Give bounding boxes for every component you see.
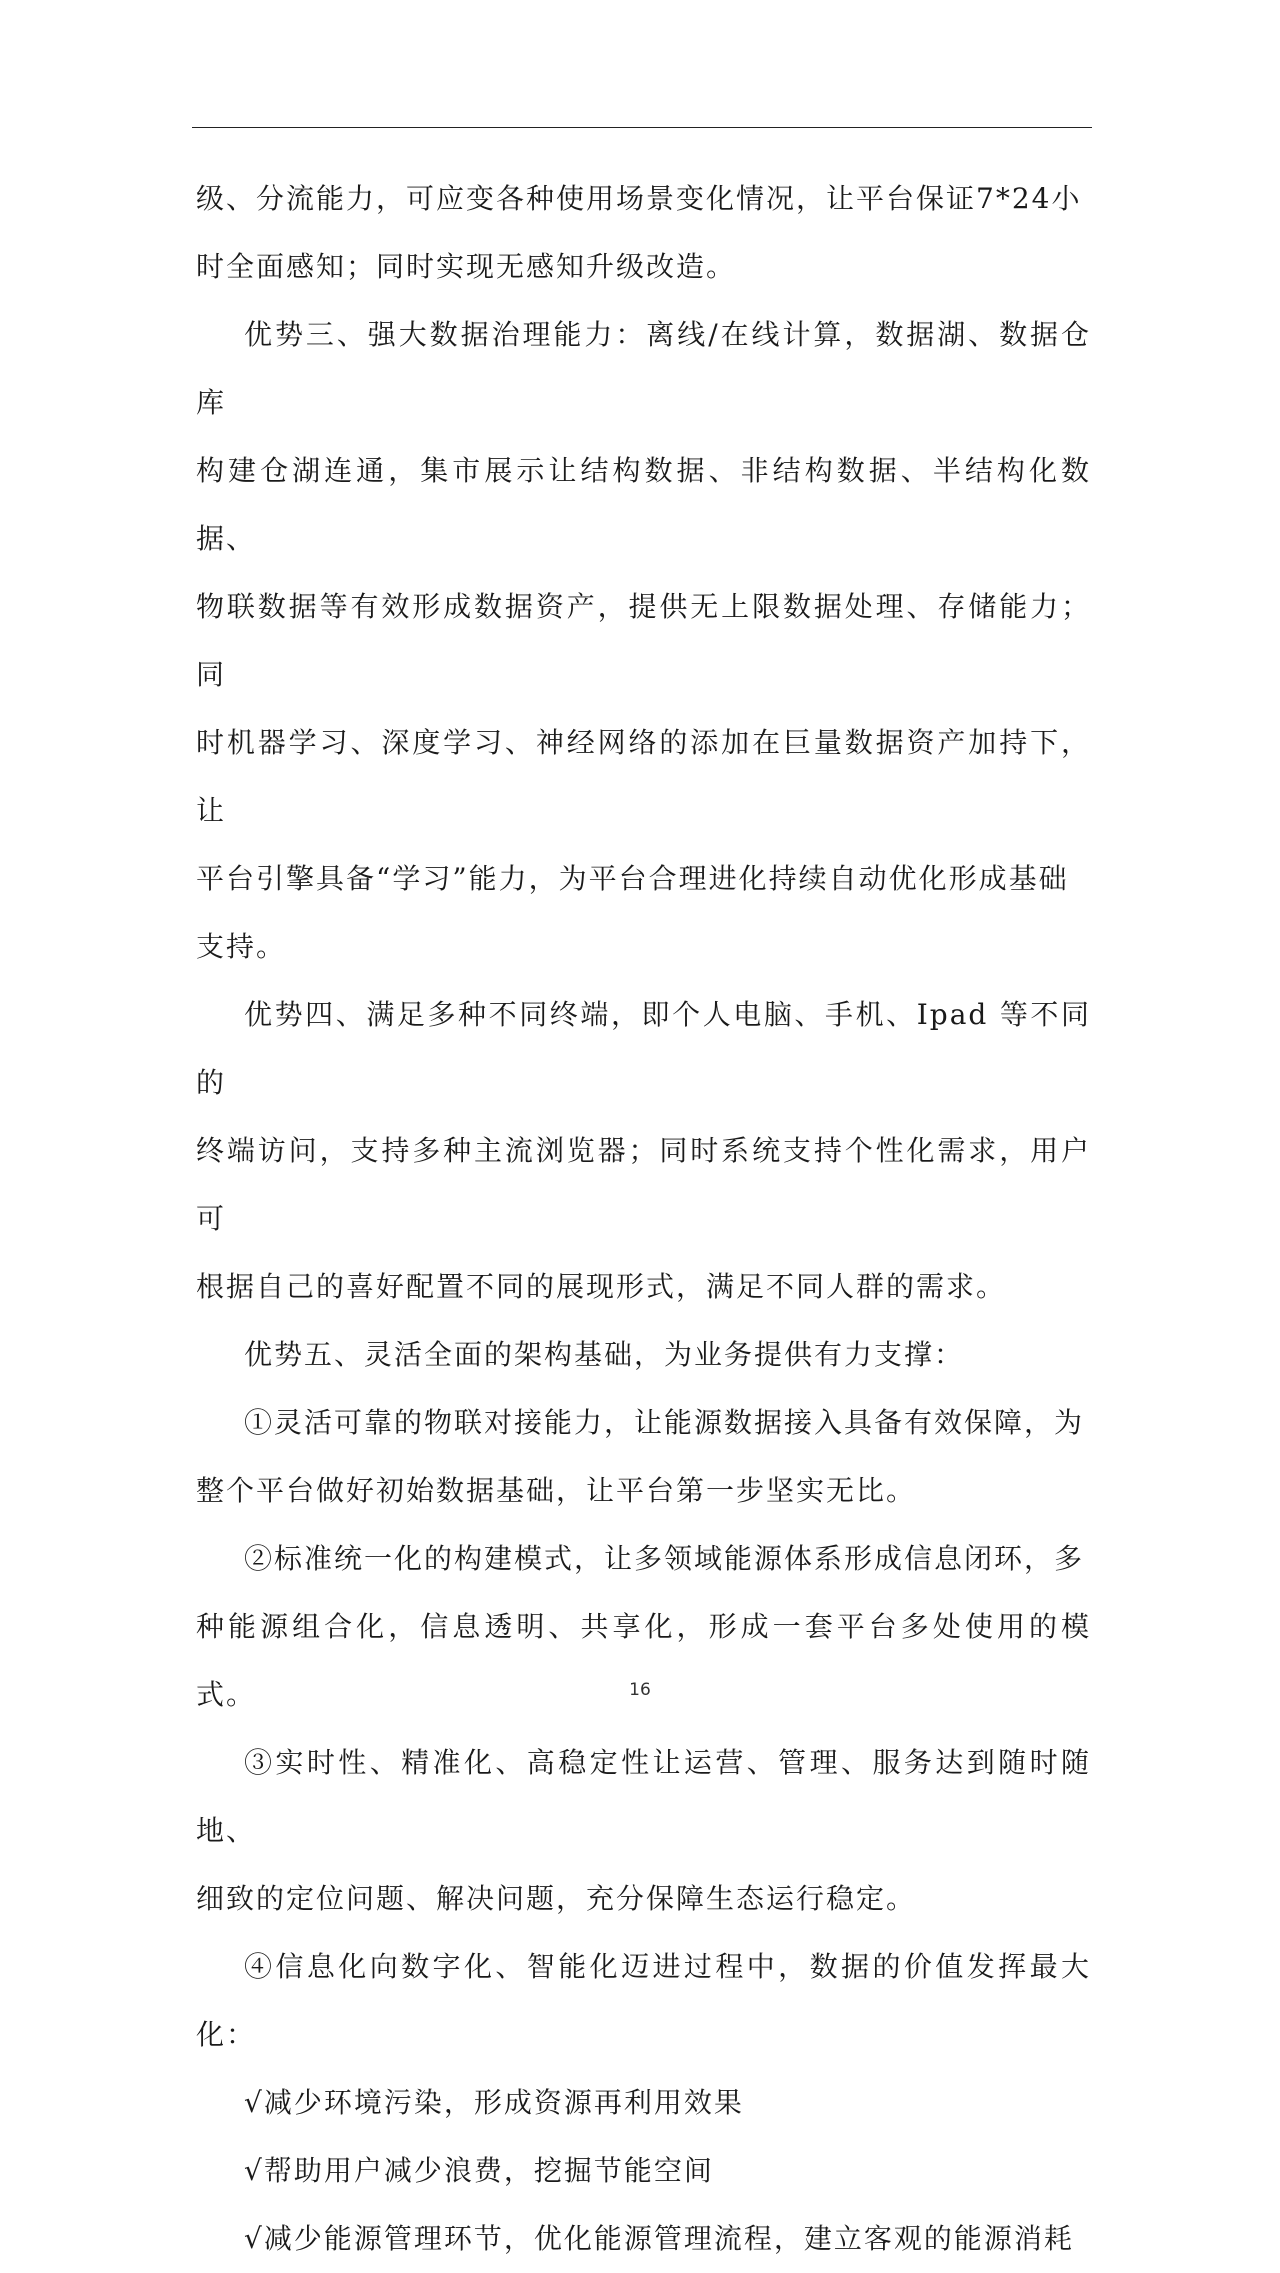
check-item-waste xyxy=(196,2137,1091,2205)
text-line: 优势四、满足多种不同终端，即个人电脑、手机、Ipad 等不同的 xyxy=(196,998,1091,1099)
text-line: 级、分流能力，可应变各种使用场景变化情况，让平台保证7*24小 xyxy=(196,182,1082,215)
text-line: 构建仓湖连通，集市展示让结构数据、非结构数据、半结构化数据、 xyxy=(196,454,1091,555)
text-line: √减少环境污染，形成资源再利用效果 xyxy=(244,2086,744,2119)
check-item-pollution xyxy=(196,2069,1091,2137)
text-line: 整个平台做好初始数据基础，让平台第一步坚实无比。 xyxy=(196,1474,917,1507)
paragraph-advantage-four xyxy=(196,981,1091,1321)
text-line: 支持。 xyxy=(196,930,287,963)
text-line: ③实时性、精准化、高稳定性让运营、管理、服务达到随时随地、 xyxy=(196,1746,1091,1847)
text-line: ②标准统一化的构建模式，让多领域能源体系形成信息闭环，多 xyxy=(244,1542,1085,1575)
paragraph-advantage-three xyxy=(196,301,1091,981)
list-item-three xyxy=(196,1729,1091,1933)
page-number: 16 xyxy=(629,1680,651,1700)
text-line: 种能源组合化，信息透明、共享化，形成一套平台多处使用的模式。 xyxy=(196,1610,1091,1711)
text-line: 平台引擎具备“学习”能力，为平台合理进化持续自动优化形成基础 xyxy=(196,862,1069,895)
paragraph-continuation xyxy=(196,165,1091,301)
document-body xyxy=(196,165,1091,2273)
text-line: √帮助用户减少浪费，挖掘节能空间 xyxy=(244,2154,714,2187)
text-line: 优势三、强大数据治理能力：离线/在线计算，数据湖、数据仓库 xyxy=(196,318,1091,419)
text-line: √减少能源管理环节，优化能源管理流程，建立客观的能源消耗 xyxy=(244,2222,1074,2255)
paragraph-advantage-five xyxy=(196,1321,1091,1389)
list-item-one xyxy=(196,1389,1091,1525)
text-line: ④信息化向数字化、智能化迈进过程中，数据的价值发挥最大化： xyxy=(196,1950,1091,2051)
text-line: ①灵活可靠的物联对接能力，让能源数据接入具备有效保障，为 xyxy=(244,1406,1085,1439)
text-line: 时机器学习、深度学习、神经网络的添加在巨量数据资产加持下，让 xyxy=(196,726,1091,827)
check-item-management xyxy=(196,2205,1091,2273)
text-line: 时全面感知；同时实现无感知升级改造。 xyxy=(196,250,737,283)
text-line: 物联数据等有效形成数据资产，提供无上限数据处理、存储能力；同 xyxy=(196,590,1091,691)
text-line: 优势五、灵活全面的架构基础，为业务提供有力支撑： xyxy=(244,1338,965,1371)
text-line: 细致的定位问题、解决问题，充分保障生态运行稳定。 xyxy=(196,1882,917,1915)
list-item-four xyxy=(196,1933,1091,2069)
text-line: 根据自己的喜好配置不同的展现形式，满足不同人群的需求。 xyxy=(196,1270,1007,1303)
header-rule xyxy=(192,127,1092,128)
text-line: 终端访问，支持多种主流浏览器；同时系统支持个性化需求，用户可 xyxy=(196,1134,1091,1235)
